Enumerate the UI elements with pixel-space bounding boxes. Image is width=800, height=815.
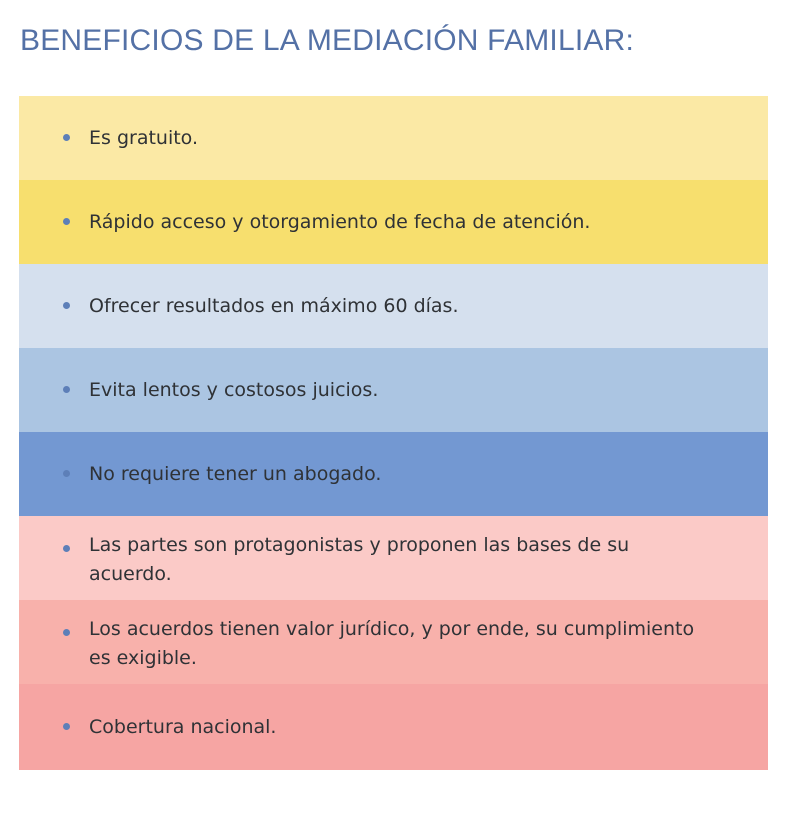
benefit-text: No requiere tener un abogado. [89,462,382,485]
benefit-item-evita-juicios [19,348,768,432]
bullet-icon [63,470,70,477]
benefit-item-cobertura [19,684,768,770]
page-title: BENEFICIOS DE LA MEDIACIÓN FAMILIAR: [20,24,634,57]
bullet-icon [63,545,70,552]
benefit-text: Cobertura nacional. [89,715,277,738]
bullet-icon [63,134,70,141]
benefit-item-valor-juridico [19,600,768,684]
bullet-icon [63,723,70,730]
benefit-text: Los acuerdos tienen valor jurídico, y por ende, su cumplimiento es exigible. [89,618,695,669]
bullet-icon [63,302,70,309]
bullet-icon [63,218,70,225]
benefits-list [19,96,768,770]
benefit-item-sin-abogado [19,432,768,516]
benefit-item-gratuito [19,96,768,180]
benefit-text: Evita lentos y costosos juicios. [89,378,379,401]
benefit-text: Ofrecer resultados en máximo 60 días. [89,294,459,317]
benefit-text: Las partes son protagonistas y proponen las bases de su acuerdo. [89,534,630,585]
bullet-icon [63,629,70,636]
benefit-item-rapido-acceso [19,180,768,264]
benefit-text: Rápido acceso y otorgamiento de fecha de atención. [89,210,591,233]
benefit-item-protagonistas [19,516,768,600]
benefit-item-resultados [19,264,768,348]
benefit-text: Es gratuito. [89,126,199,149]
bullet-icon [63,386,70,393]
